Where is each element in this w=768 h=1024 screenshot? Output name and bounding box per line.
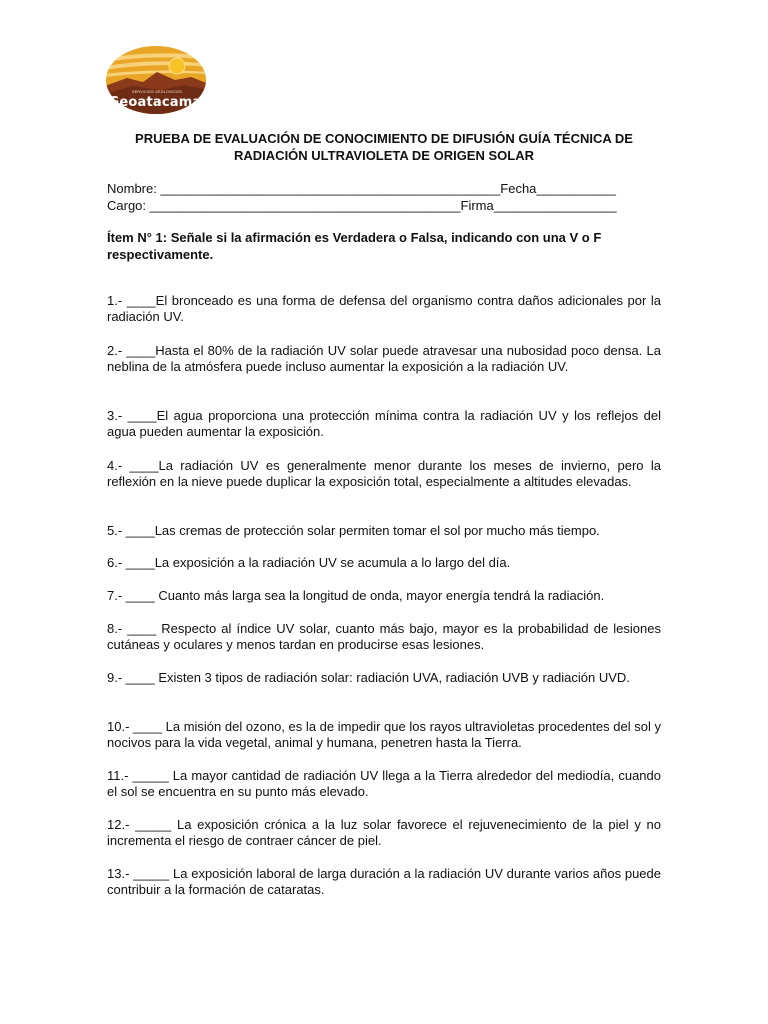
question-1: 1.- ____El bronceado es una forma de defensa del organismo contra daños adicionales por la radiación UV. [107,293,661,325]
question-5: 5.- ____Las cremas de protección solar permiten tomar el sol por mucho más tiempo. [107,523,600,538]
question-2: 2.- ____Hasta el 80% de la radiación UV solar puede atravesar una nubosidad poco densa. La neblina de la atmósfera puede incluso aumentar la exposición a la radiación UV. [107,343,661,375]
logo-wordmark: Geoatacama [108,95,202,110]
question-12: 12.- _____ La exposición crónica a la luz solar favorece el rejuvenecimiento de la piel y no incrementa el riesgo de contraer cáncer de piel. [107,817,661,849]
question-6: 6.- ____La exposición a la radiación UV se acumula a lo largo del día. [107,555,511,570]
question-13: 13.- _____ La exposición laboral de larga duración a la radiación UV durante varios años puede contribuir a la formación de cataratas. [107,866,661,898]
document-title [106,130,662,164]
question-10: 10.- ____ La misión del ozono, es la de impedir que los rayos ultravioletas procedentes del sol y nocivos para la vida vegetal, animal y humana, penetren hasta la Tierra. [107,719,661,751]
question-3: 3.- ____El agua proporciona una protección mínima contra la radiación UV y los reflejos del agua pueden aumentar la exposición. [107,408,661,440]
cargo-firma-line: Cargo: ___________________________________________Firma_________________ [107,198,617,213]
geoatacama-logo [105,44,209,116]
logo-subtitle: SERVICIOS GEOLOGICOS [132,90,182,94]
item-instruction: Ítem N° 1: Señale si la afirmación es Verdadera o Falsa, indicando con una V o F respectivamente. [107,230,602,262]
question-7: 7.- ____ Cuanto más larga sea la longitud de onda, mayor energía tendrá la radiación. [107,588,605,603]
title-line-1: PRUEBA DE EVALUACIÓN DE CONOCIMIENTO DE DIFUSIÓN GUÍA TÉCNICA DE [135,131,633,146]
question-4: 4.- ____La radiación UV es generalmente menor durante los meses de invierno, pero la reflexión en la nieve puede duplicar la exposición total, especialmente a altitudes elevadas. [107,458,661,490]
question-11: 11.- _____ La mayor cantidad de radiación UV llega a la Tierra alrededor del mediodía, cuando el sol se encuentra en su punto más elevado. [107,768,661,800]
question-8: 8.- ____ Respecto al índice UV solar, cuanto más bajo, mayor es la probabilidad de lesiones cutáneas y oculares y menos tardan en producirse esas lesiones. [107,621,661,653]
question-9: 9.- ____ Existen 3 tipos de radiación solar: radiación UVA, radiación UVB y radiación UVD. [107,670,630,685]
nombre-fecha-line: Nombre: _______________________________________________Fecha___________ [107,181,616,196]
title-line-2: RADIACIÓN ULTRAVIOLETA DE ORIGEN SOLAR [234,148,534,163]
